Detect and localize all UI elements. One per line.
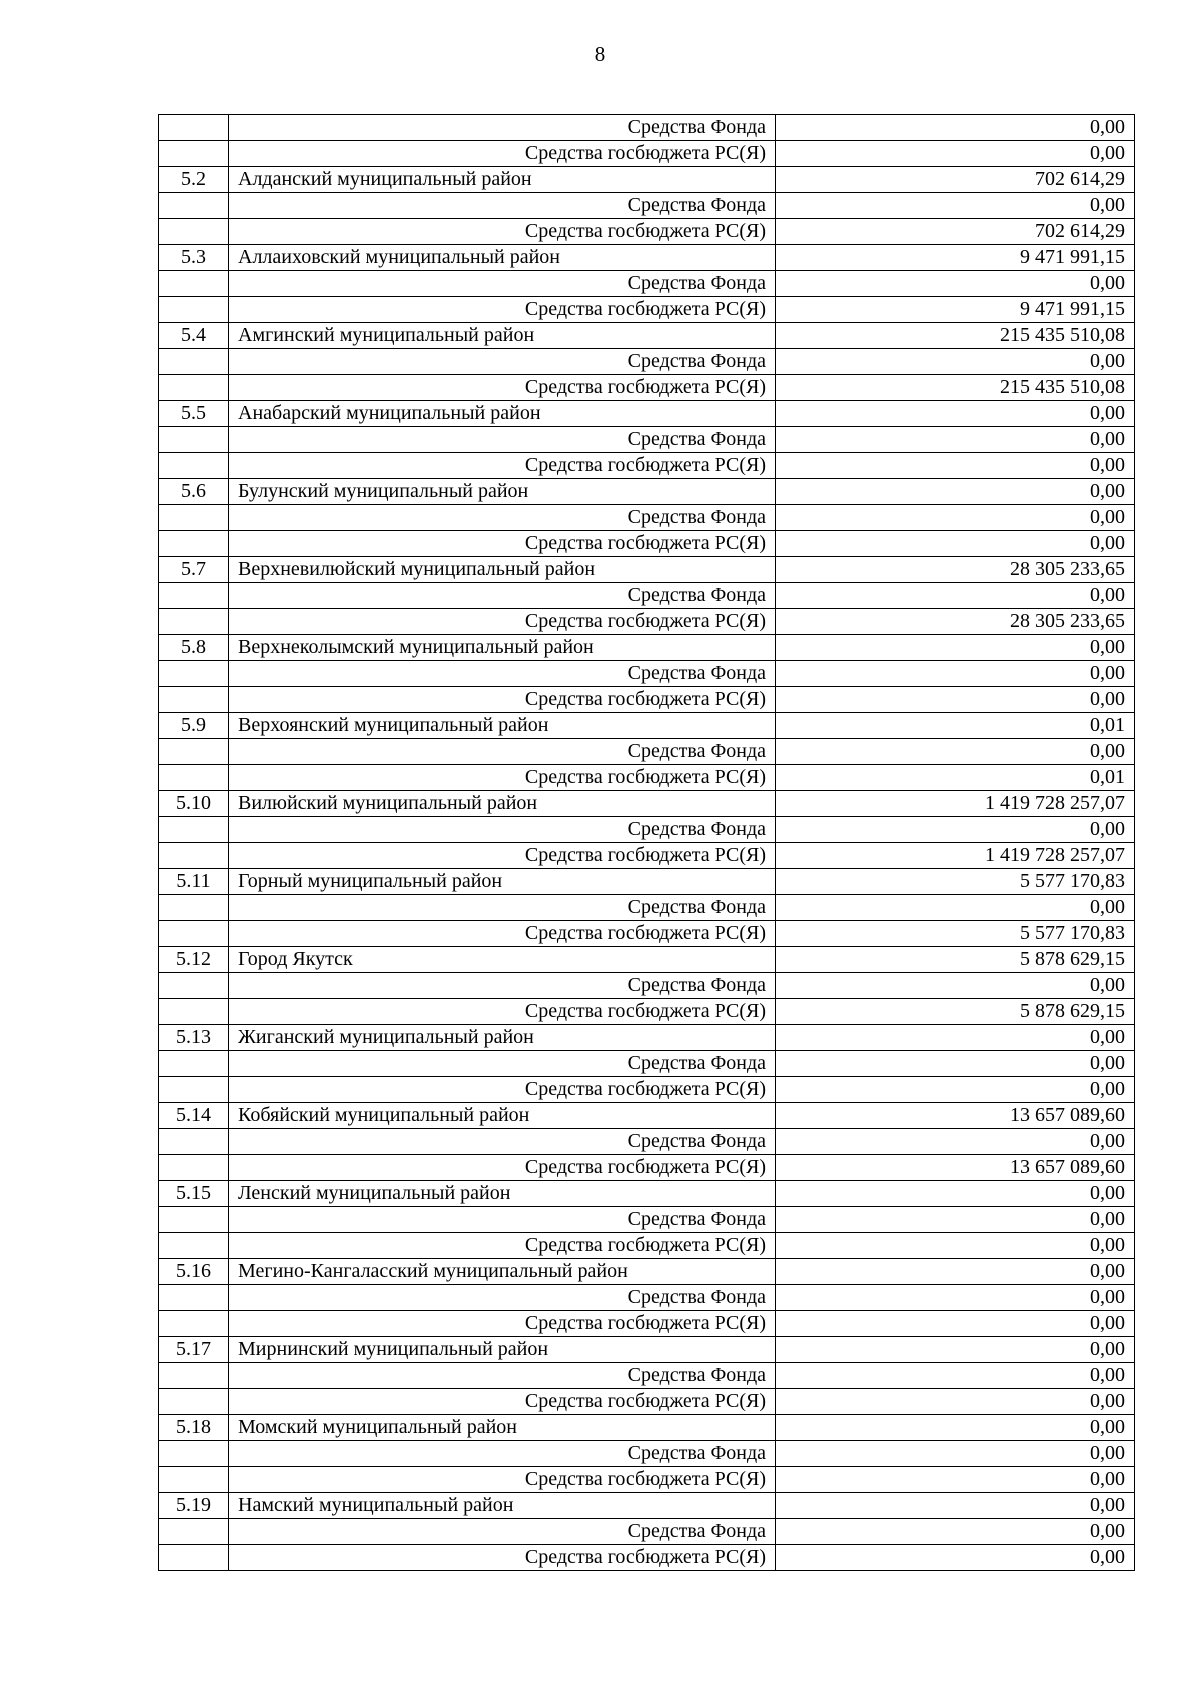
funding-source-label: Средства Фонда [229, 505, 776, 531]
funding-source-row [159, 531, 1135, 557]
amount-value: 215 435 510,08 [776, 323, 1135, 349]
funding-source-row [159, 687, 1135, 713]
funding-source-label: Средства госбюджета РС(Я) [229, 297, 776, 323]
row-number [159, 505, 229, 531]
district-name: Амгинский муниципальный район [229, 323, 776, 349]
row-number: 5.4 [159, 323, 229, 349]
funding-source-label: Средства Фонда [229, 661, 776, 687]
funding-source-label: Средства госбюджета РС(Я) [229, 141, 776, 167]
funding-source-row [159, 271, 1135, 297]
amount-value: 0,00 [776, 1025, 1135, 1051]
amount-value: 0,00 [776, 271, 1135, 297]
amount-value: 0,00 [776, 193, 1135, 219]
funding-source-label: Средства госбюджета РС(Я) [229, 1389, 776, 1415]
row-number: 5.11 [159, 869, 229, 895]
district-row [159, 1103, 1135, 1129]
funding-source-label: Средства Фонда [229, 817, 776, 843]
row-number [159, 921, 229, 947]
funding-source-row [159, 661, 1135, 687]
row-number: 5.15 [159, 1181, 229, 1207]
amount-value: 0,00 [776, 583, 1135, 609]
row-number [159, 531, 229, 557]
district-row [159, 1181, 1135, 1207]
row-number [159, 427, 229, 453]
amount-value: 0,00 [776, 349, 1135, 375]
row-number [159, 1519, 229, 1545]
funding-source-row [159, 1155, 1135, 1181]
row-number [159, 453, 229, 479]
district-row [159, 1415, 1135, 1441]
funding-source-row [159, 1311, 1135, 1337]
row-number: 5.2 [159, 167, 229, 193]
row-number [159, 843, 229, 869]
funding-source-label: Средства госбюджета РС(Я) [229, 1077, 776, 1103]
amount-value: 0,00 [776, 1493, 1135, 1519]
funding-source-row [159, 1129, 1135, 1155]
amount-value: 13 657 089,60 [776, 1155, 1135, 1181]
row-number [159, 1233, 229, 1259]
district-name: Верхневилюйский муниципальный район [229, 557, 776, 583]
funding-source-label: Средства Фонда [229, 427, 776, 453]
amount-value: 0,00 [776, 895, 1135, 921]
amount-value: 702 614,29 [776, 167, 1135, 193]
amount-value: 0,00 [776, 401, 1135, 427]
amount-value: 0,00 [776, 1233, 1135, 1259]
district-row [159, 713, 1135, 739]
row-number [159, 739, 229, 765]
funding-source-row [159, 505, 1135, 531]
district-name: Горный муниципальный район [229, 869, 776, 895]
row-number: 5.7 [159, 557, 229, 583]
amount-value: 28 305 233,65 [776, 557, 1135, 583]
amount-value: 0,00 [776, 817, 1135, 843]
funding-source-row [159, 1363, 1135, 1389]
district-row [159, 1493, 1135, 1519]
row-number: 5.14 [159, 1103, 229, 1129]
row-number: 5.12 [159, 947, 229, 973]
row-number [159, 817, 229, 843]
row-number [159, 349, 229, 375]
row-number [159, 115, 229, 141]
row-number [159, 973, 229, 999]
amount-value: 9 471 991,15 [776, 297, 1135, 323]
funding-source-label: Средства госбюджета РС(Я) [229, 1467, 776, 1493]
amount-value: 0,00 [776, 1077, 1135, 1103]
funding-source-label: Средства госбюджета РС(Я) [229, 687, 776, 713]
district-row [159, 947, 1135, 973]
district-name: Аллаиховский муниципальный район [229, 245, 776, 271]
district-row [159, 869, 1135, 895]
funding-source-row [159, 427, 1135, 453]
row-number: 5.10 [159, 791, 229, 817]
funding-source-row [159, 1285, 1135, 1311]
row-number [159, 895, 229, 921]
funding-source-label: Средства Фонда [229, 1441, 776, 1467]
funding-source-row [159, 1545, 1135, 1571]
funding-source-label: Средства госбюджета РС(Я) [229, 609, 776, 635]
amount-value: 0,00 [776, 1129, 1135, 1155]
amount-value: 0,01 [776, 713, 1135, 739]
amount-value: 0,00 [776, 1467, 1135, 1493]
district-name: Момский муниципальный район [229, 1415, 776, 1441]
row-number [159, 687, 229, 713]
funding-source-label: Средства Фонда [229, 895, 776, 921]
row-number: 5.9 [159, 713, 229, 739]
row-number [159, 1467, 229, 1493]
row-number [159, 1363, 229, 1389]
amount-value: 0,00 [776, 1311, 1135, 1337]
district-name: Намский муниципальный район [229, 1493, 776, 1519]
district-name: Ленский муниципальный район [229, 1181, 776, 1207]
amount-value: 0,00 [776, 661, 1135, 687]
district-row [159, 167, 1135, 193]
funding-source-row [159, 999, 1135, 1025]
budget-table [158, 114, 1135, 1571]
row-number [159, 1155, 229, 1181]
amount-value: 702 614,29 [776, 219, 1135, 245]
row-number: 5.6 [159, 479, 229, 505]
funding-source-row [159, 1077, 1135, 1103]
row-number: 5.8 [159, 635, 229, 661]
row-number [159, 297, 229, 323]
funding-source-label: Средства госбюджета РС(Я) [229, 219, 776, 245]
funding-source-row [159, 609, 1135, 635]
district-name: Анабарский муниципальный район [229, 401, 776, 427]
district-row [159, 1337, 1135, 1363]
amount-value: 13 657 089,60 [776, 1103, 1135, 1129]
funding-source-row [159, 739, 1135, 765]
amount-value: 5 878 629,15 [776, 999, 1135, 1025]
funding-source-label: Средства Фонда [229, 583, 776, 609]
district-row [159, 791, 1135, 817]
district-name: Вилюйский муниципальный район [229, 791, 776, 817]
district-row [159, 479, 1135, 505]
amount-value: 0,00 [776, 739, 1135, 765]
funding-source-label: Средства Фонда [229, 1051, 776, 1077]
district-row [159, 1025, 1135, 1051]
district-name: Алданский муниципальный район [229, 167, 776, 193]
funding-source-label: Средства госбюджета РС(Я) [229, 375, 776, 401]
row-number [159, 271, 229, 297]
row-number: 5.16 [159, 1259, 229, 1285]
amount-value: 1 419 728 257,07 [776, 843, 1135, 869]
funding-source-row [159, 297, 1135, 323]
district-name: Кобяйский муниципальный район [229, 1103, 776, 1129]
funding-source-label: Средства госбюджета РС(Я) [229, 531, 776, 557]
funding-source-row [159, 1207, 1135, 1233]
district-row [159, 635, 1135, 661]
row-number: 5.18 [159, 1415, 229, 1441]
funding-source-row [159, 843, 1135, 869]
amount-value: 215 435 510,08 [776, 375, 1135, 401]
district-row [159, 557, 1135, 583]
row-number [159, 661, 229, 687]
row-number [159, 583, 229, 609]
funding-source-label: Средства госбюджета РС(Я) [229, 1311, 776, 1337]
row-number [159, 765, 229, 791]
row-number [159, 1545, 229, 1571]
funding-source-row [159, 583, 1135, 609]
funding-source-label: Средства госбюджета РС(Я) [229, 453, 776, 479]
funding-source-label: Средства госбюджета РС(Я) [229, 1233, 776, 1259]
amount-value: 0,00 [776, 1389, 1135, 1415]
funding-source-row [159, 1389, 1135, 1415]
funding-source-label: Средства Фонда [229, 193, 776, 219]
funding-source-row [159, 1441, 1135, 1467]
district-name: Верхоянский муниципальный район [229, 713, 776, 739]
district-row [159, 1259, 1135, 1285]
row-number [159, 193, 229, 219]
row-number [159, 1077, 229, 1103]
amount-value: 0,00 [776, 1259, 1135, 1285]
row-number: 5.19 [159, 1493, 229, 1519]
row-number [159, 219, 229, 245]
amount-value: 0,00 [776, 1337, 1135, 1363]
amount-value: 0,00 [776, 635, 1135, 661]
amount-value: 5 577 170,83 [776, 869, 1135, 895]
amount-value: 0,00 [776, 479, 1135, 505]
row-number [159, 999, 229, 1025]
funding-source-row [159, 817, 1135, 843]
amount-value: 0,00 [776, 687, 1135, 713]
amount-value: 0,00 [776, 1285, 1135, 1311]
amount-value: 28 305 233,65 [776, 609, 1135, 635]
amount-value: 5 878 629,15 [776, 947, 1135, 973]
district-name: Мегино-Кангаласский муниципальный район [229, 1259, 776, 1285]
funding-source-row [159, 1051, 1135, 1077]
funding-source-label: Средства Фонда [229, 349, 776, 375]
funding-source-row [159, 973, 1135, 999]
funding-source-label: Средства госбюджета РС(Я) [229, 1155, 776, 1181]
funding-source-label: Средства Фонда [229, 115, 776, 141]
row-number [159, 1441, 229, 1467]
amount-value: 9 471 991,15 [776, 245, 1135, 271]
amount-value: 0,00 [776, 973, 1135, 999]
row-number: 5.17 [159, 1337, 229, 1363]
row-number: 5.13 [159, 1025, 229, 1051]
row-number [159, 375, 229, 401]
row-number: 5.3 [159, 245, 229, 271]
amount-value: 0,00 [776, 1181, 1135, 1207]
amount-value: 0,01 [776, 765, 1135, 791]
row-number [159, 1311, 229, 1337]
amount-value: 0,00 [776, 1519, 1135, 1545]
amount-value: 0,00 [776, 453, 1135, 479]
amount-value: 0,00 [776, 427, 1135, 453]
row-number: 5.5 [159, 401, 229, 427]
page-number: 8 [594, 42, 606, 66]
funding-source-row [159, 141, 1135, 167]
row-number [159, 609, 229, 635]
amount-value: 0,00 [776, 531, 1135, 557]
row-number [159, 1051, 229, 1077]
district-name: Город Якутск [229, 947, 776, 973]
funding-source-row [159, 193, 1135, 219]
district-row [159, 245, 1135, 271]
funding-source-label: Средства госбюджета РС(Я) [229, 843, 776, 869]
amount-value: 0,00 [776, 1363, 1135, 1389]
row-number [159, 1389, 229, 1415]
funding-source-row [159, 895, 1135, 921]
funding-source-row [159, 1519, 1135, 1545]
funding-source-label: Средства Фонда [229, 1519, 776, 1545]
amount-value: 0,00 [776, 1207, 1135, 1233]
funding-source-row [159, 1467, 1135, 1493]
funding-source-label: Средства Фонда [229, 1207, 776, 1233]
funding-source-label: Средства Фонда [229, 271, 776, 297]
funding-source-label: Средства Фонда [229, 1129, 776, 1155]
funding-source-label: Средства Фонда [229, 1363, 776, 1389]
amount-value: 0,00 [776, 505, 1135, 531]
funding-source-row [159, 115, 1135, 141]
amount-value: 5 577 170,83 [776, 921, 1135, 947]
funding-source-row [159, 375, 1135, 401]
amount-value: 0,00 [776, 1051, 1135, 1077]
district-row [159, 323, 1135, 349]
funding-source-label: Средства госбюджета РС(Я) [229, 921, 776, 947]
amount-value: 0,00 [776, 141, 1135, 167]
amount-value: 0,00 [776, 1545, 1135, 1571]
row-number [159, 1129, 229, 1155]
row-number [159, 141, 229, 167]
funding-source-label: Средства Фонда [229, 1285, 776, 1311]
amount-value: 0,00 [776, 1441, 1135, 1467]
funding-source-label: Средства Фонда [229, 739, 776, 765]
funding-source-row [159, 1233, 1135, 1259]
amount-value: 0,00 [776, 1415, 1135, 1441]
row-number [159, 1285, 229, 1311]
district-name: Мирнинский муниципальный район [229, 1337, 776, 1363]
funding-source-row [159, 765, 1135, 791]
amount-value: 0,00 [776, 115, 1135, 141]
row-number [159, 1207, 229, 1233]
funding-source-label: Средства госбюджета РС(Я) [229, 999, 776, 1025]
amount-value: 1 419 728 257,07 [776, 791, 1135, 817]
funding-source-row [159, 921, 1135, 947]
district-name: Булунский муниципальный район [229, 479, 776, 505]
district-row [159, 401, 1135, 427]
funding-source-row [159, 219, 1135, 245]
funding-source-label: Средства госбюджета РС(Я) [229, 1545, 776, 1571]
funding-source-row [159, 453, 1135, 479]
budget-table-body [159, 115, 1135, 1571]
funding-source-label: Средства госбюджета РС(Я) [229, 765, 776, 791]
funding-source-row [159, 349, 1135, 375]
funding-source-label: Средства Фонда [229, 973, 776, 999]
district-name: Верхнеколымский муниципальный район [229, 635, 776, 661]
district-name: Жиганский муниципальный район [229, 1025, 776, 1051]
